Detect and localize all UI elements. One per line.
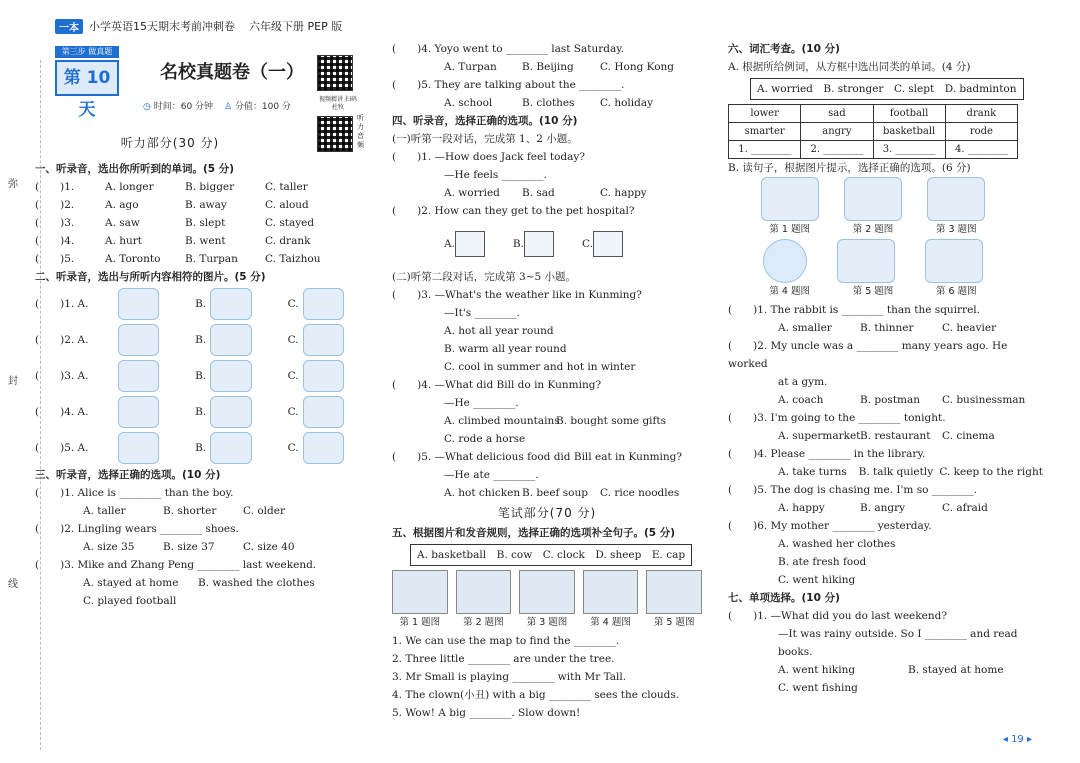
text-segment: ( )2. My uncle was a ________ many years ago. He worked	[728, 340, 1008, 370]
question-row	[35, 178, 380, 196]
word-bank-box: A. basketball B. cow C. clock D. sheep E. cap	[410, 544, 692, 566]
text-segment: A. supermarket	[778, 430, 861, 442]
fill-sentence: 3. Mr Small is playing ________ with Mr Tall.	[392, 671, 627, 683]
section-4-sub2: (二)听第二段对话，完成第 3~5 小题。	[392, 271, 577, 283]
map-a-icon	[455, 231, 485, 257]
text-segment: A. stayed at home	[83, 577, 179, 589]
text-segment: —He ate ________.	[444, 469, 539, 481]
paper-meta	[143, 98, 291, 116]
text-segment: 第 6 题图	[936, 286, 977, 297]
hint-pictures-row2	[748, 239, 998, 283]
text-segment: B. washed the clothes	[198, 577, 315, 589]
text-segment: B. clothes	[522, 97, 575, 109]
text-segment: ( )4. Please ________ in the library.	[728, 448, 926, 460]
text-segment: ( )2. A.	[35, 334, 89, 346]
text-segment: B.	[195, 298, 207, 310]
text-segment: sad	[801, 105, 873, 123]
text-segment: C. older	[243, 505, 285, 517]
text-segment: B. bigger	[185, 181, 235, 193]
text-segment: 第 3 题图	[526, 617, 568, 628]
text-segment: B. angry	[860, 502, 906, 514]
text-segment: B. went	[185, 235, 226, 247]
kite-picture-icon	[118, 288, 159, 320]
edition-label: 六年级下册 PEP 版	[249, 20, 343, 33]
section-6-subA: A. 根据所给例词，从方框中选出同类的单词。(4 分)	[728, 61, 971, 73]
text-segment: A. washed her clothes	[778, 538, 896, 550]
section-6-subB: B. 读句子，根据图片提示，选择正确的选项。(6 分)	[728, 162, 971, 174]
text-segment: A. longer	[105, 181, 154, 193]
text-segment: ( )5.	[35, 253, 75, 265]
text-segment: ( )3. Mike and Zhang Peng ________ last weekend.	[35, 559, 317, 571]
question-text: ( )5. —What delicious food did Bill eat in Kunming?	[392, 451, 683, 463]
margin-label: 线	[8, 579, 18, 590]
text-segment: B. Beijing	[522, 61, 574, 73]
fill-sentence: 2. Three little ________ are under the tree.	[392, 653, 615, 665]
section-3-list	[35, 484, 380, 610]
text-segment: A. happy	[778, 502, 825, 514]
section-2-list	[35, 286, 380, 466]
text-segment: smarter	[729, 123, 801, 141]
text-segment: B. thinner	[860, 322, 914, 334]
column-left	[35, 40, 380, 610]
text-segment: A. ago	[105, 199, 139, 211]
day-badge-area	[35, 40, 380, 120]
text-segment: 第 3 题图	[936, 224, 977, 235]
text-segment: C. aloud	[265, 199, 309, 211]
text-segment: A. went hiking	[778, 664, 856, 676]
text-segment: football	[873, 105, 945, 123]
audio-qr-label: 听力音频	[357, 114, 364, 149]
text-segment[interactable]: 3. ________	[873, 141, 945, 159]
options-row	[392, 94, 702, 112]
swimming-picture-icon	[210, 288, 251, 320]
text-segment: C. played football	[83, 595, 177, 607]
text-segment: A. worried	[444, 187, 500, 199]
car-scene-icon	[646, 570, 702, 614]
skiing-picture-icon	[118, 432, 159, 464]
text-segment: B. restaurant	[860, 430, 931, 442]
text-segment: A. saw	[105, 217, 140, 229]
map-scene-icon	[392, 570, 448, 614]
answer-stem: —He feels ________.	[444, 169, 547, 181]
section-6-title: 六、词汇考查。(10 分)	[728, 43, 840, 55]
text-segment: C.	[287, 298, 299, 310]
text-segment: B. warm all year round	[444, 343, 567, 355]
text-segment: ( )3.	[35, 217, 75, 229]
text-segment: ( )2. Lingling wears ________ shoes.	[35, 523, 239, 535]
text-segment: ( )1. A.	[35, 298, 89, 310]
text-segment: ( )4. A.	[35, 406, 89, 418]
text-segment: ( )5. The dog is chasing me. I'm so ________.	[728, 484, 978, 496]
text-segment: B. size 37	[163, 541, 215, 553]
margin-label: 封	[8, 376, 18, 387]
step-badge: 第三步 做真题	[55, 46, 119, 58]
text-segment: B. Turpan	[185, 253, 238, 265]
text-segment: A. Toronto	[105, 253, 161, 265]
text-segment: C. taller	[265, 181, 308, 193]
text-segment: ( )1. —What did you do last weekend?	[728, 610, 947, 622]
question-text: ( )1. —How does Jack feel today?	[392, 151, 585, 163]
coach-man-icon	[844, 177, 902, 221]
text-segment: C. cool in summer and hot in winter	[444, 361, 636, 373]
text-segment: B.	[195, 406, 207, 418]
audio-qr-code-icon	[317, 116, 353, 152]
text-segment: drank	[945, 105, 1017, 123]
picture-row	[392, 570, 702, 614]
options-row	[392, 184, 702, 202]
page-number: ◂ 19 ▸	[1002, 734, 1032, 745]
text-segment: ( )4.	[35, 235, 75, 247]
text-segment: A. take turns	[778, 466, 847, 478]
text-segment: A. Turpan	[444, 61, 497, 73]
text-segment: B. beef soup	[522, 487, 588, 499]
time-limit: 时间：60 分钟	[153, 102, 214, 112]
seesaw-animals-icon	[761, 177, 819, 221]
text-segment: 第 2 题图	[463, 617, 504, 628]
text-segment: A. school	[444, 97, 493, 109]
ice-skating-picture-icon	[303, 432, 344, 464]
washing-clothes-icon	[925, 239, 983, 283]
question-row	[35, 196, 380, 214]
text-segment: 第 1 题图	[399, 617, 441, 628]
question-row	[35, 250, 380, 268]
question-text: ( )2. How can they get to the pet hospital?	[392, 205, 635, 217]
section-1-list	[35, 178, 380, 268]
text-segment: 第 1 题图	[769, 224, 810, 235]
text-segment: A. hot chicken	[444, 487, 521, 499]
section-7-title: 七、单项选择。(10 分)	[728, 592, 840, 604]
clock-icon: ◷	[143, 102, 151, 112]
text-segment: angry	[801, 123, 873, 141]
text-segment: B. ate fresh food	[778, 556, 867, 568]
text-segment: C. size 40	[243, 541, 295, 553]
text-segment: A.	[444, 238, 455, 250]
text-segment: C. businessman	[942, 394, 1026, 406]
sleeping-picture-icon	[303, 324, 344, 356]
text-segment: C. keep to the right	[939, 466, 1043, 478]
clown-scene-icon	[583, 570, 639, 614]
picture-question	[35, 322, 380, 358]
question-row	[35, 232, 380, 250]
text-segment: —He ________.	[444, 397, 519, 409]
map-options-row	[392, 220, 702, 268]
quiet-sign-icon	[763, 239, 807, 283]
text-segment: C. holiday	[600, 97, 654, 109]
text-segment: B. away	[185, 199, 227, 211]
text-segment: —It was rainy outside. So I ________ and read books.	[778, 628, 1018, 658]
text-segment: B.	[195, 334, 207, 346]
text-segment: ( )2.	[35, 199, 75, 211]
text-segment: B.	[512, 238, 524, 250]
fill-sentence: 4. The clown(小丑) with a big ________ sees the clouds.	[392, 689, 680, 701]
text-segment: ( )1.	[35, 181, 75, 193]
supermarket-cart-icon	[927, 177, 985, 221]
running-picture-icon	[303, 288, 344, 320]
map-c-icon	[593, 231, 623, 257]
text-segment: C. heavier	[942, 322, 997, 334]
text-segment: 第 2 题图	[852, 224, 894, 235]
picture-question	[35, 358, 380, 394]
question-text: ( )4. —What did Bill do in Kunming?	[392, 379, 602, 391]
section-2-title: 二、听录音，选出与所听内容相符的图片。(5 分)	[35, 271, 266, 283]
text-segment: B. slept	[185, 217, 226, 229]
text-segment[interactable]: 1. ________	[729, 141, 801, 159]
fill-sentence: 5. Wow! A big ________. Slow down!	[392, 707, 581, 719]
day-badge: 第 10 天	[55, 60, 119, 96]
text-segment: basketball	[873, 123, 945, 141]
text-segment: ( )6. My mother ________ yesterday.	[728, 520, 932, 532]
section-4-title: 四、听录音，选择正确的选项。(10 分)	[392, 115, 578, 127]
category-table	[728, 104, 1018, 159]
score-total: 分值：100 分	[234, 102, 291, 112]
text-segment: 第 5 题图	[852, 286, 894, 297]
sheep-scene-icon	[456, 570, 512, 614]
camping-picture-icon	[118, 396, 159, 428]
picture-question	[35, 286, 380, 322]
text-segment: B. sad	[522, 187, 555, 199]
text-segment: B. stayed at home	[908, 664, 1004, 676]
text-segment: C. went hiking	[778, 574, 856, 586]
text-segment: A. hot all year round	[444, 325, 554, 337]
text-segment: C. stayed	[265, 217, 315, 229]
text-segment: C. Taizhou	[265, 253, 321, 265]
text-segment: C.	[287, 442, 299, 454]
text-segment: 第 4 题图	[769, 286, 810, 297]
written-part-title: 笔试部分(70 分)	[497, 506, 597, 520]
text-segment: B. talk quietly	[858, 466, 934, 478]
text-segment: ( )3. A.	[35, 370, 89, 382]
text-segment: ( )5. A.	[35, 442, 89, 454]
section-1-title: 一、听录音，选出你所听到的单词。(5 分)	[35, 163, 235, 175]
sofa-picture-icon	[210, 324, 251, 356]
dog-chasing-icon	[837, 239, 895, 283]
column-right	[728, 40, 1043, 697]
text-segment: rode	[945, 123, 1017, 141]
text-segment: C.	[287, 334, 299, 346]
text-segment: C. rode a horse	[444, 433, 526, 445]
fishing-picture-icon	[210, 396, 251, 428]
text-segment: B.	[195, 442, 207, 454]
fill-sentence: 1. We can use the map to find the ________.	[392, 635, 620, 647]
text-segment: B. postman	[860, 394, 921, 406]
text-segment: C. cinema	[942, 430, 995, 442]
text-segment: A. size 35	[83, 541, 135, 553]
text-segment: C. happy	[600, 187, 647, 199]
hint-pictures-row1	[748, 177, 998, 221]
twins-picture-icon	[118, 360, 159, 392]
brand-logo: 一本	[55, 19, 83, 34]
text-segment: ( )3. I'm going to the ________ tonight.	[728, 412, 946, 424]
question-text: ( )4. Yoyo went to ________ last Saturday.	[392, 43, 625, 55]
listening-part-title: 听力部分(30 分)	[120, 136, 220, 150]
word-choice-box: A. worried B. stronger C. slept D. badminton	[750, 78, 1024, 100]
question-row	[35, 214, 380, 232]
qr-code-icon	[317, 55, 353, 91]
text-segment: A. hurt	[105, 235, 143, 247]
text-segment: 19	[1011, 734, 1024, 745]
section-3-title: 三、听录音，选择正确的选项。(10 分)	[35, 469, 221, 481]
text-segment: lower	[729, 105, 801, 123]
twins-picture-icon	[210, 360, 251, 392]
margin-label: 弥	[8, 179, 18, 190]
text-segment: C. afraid	[942, 502, 988, 514]
person-icon: ♙	[223, 102, 233, 112]
text-segment[interactable]: 4. ________	[945, 141, 1017, 159]
column-middle	[392, 40, 702, 722]
text-segment: C.	[287, 406, 299, 418]
text-segment: A. smaller	[778, 322, 832, 334]
question-text: ( )5. They are talking about the ________.	[392, 79, 625, 91]
paper-title: 名校真题卷（一）	[160, 62, 304, 83]
text-segment: 第 5 题图	[653, 617, 695, 628]
text-segment: —It's ________.	[444, 307, 520, 319]
text-segment: C. went fishing	[778, 682, 858, 694]
text-segment: A. taller	[83, 505, 126, 517]
top-header	[55, 18, 342, 34]
qr-note: 视频精讲 扫码杜牧	[319, 96, 357, 111]
cycling-picture-icon	[210, 432, 251, 464]
picture-question	[35, 430, 380, 466]
text-segment: B.	[195, 370, 207, 382]
text-segment: ( )1. Alice is ________ than the boy.	[35, 487, 234, 499]
twins-picture-icon	[303, 360, 344, 392]
picture-captions	[392, 614, 702, 632]
section-5-title: 五、根据图片和发音规则，选择正确的选项补全句子。(5 分)	[392, 527, 676, 539]
headphones-picture-icon	[118, 324, 159, 356]
basketball-scene-icon	[519, 570, 575, 614]
options-row	[392, 58, 702, 76]
text-segment: A. coach	[778, 394, 824, 406]
text-segment: B. shorter	[163, 505, 217, 517]
text-segment: C.	[287, 370, 299, 382]
text-segment: ( )1. The rabbit is ________ than the squirrel.	[728, 304, 980, 316]
question-text: ( )3. —What's the weather like in Kunming?	[392, 289, 642, 301]
text-segment: C.	[581, 238, 593, 250]
text-segment: 第 4 题图	[590, 617, 631, 628]
text-segment[interactable]: 2. ________	[801, 141, 873, 159]
picture-question	[35, 394, 380, 430]
horse-riding-picture-icon	[303, 396, 344, 428]
text-segment: A. climbed mountains	[444, 415, 560, 427]
map-b-icon	[524, 231, 554, 257]
text-segment: C. Hong Kong	[600, 61, 675, 73]
book-title: 小学英语15天期末考前冲刺卷	[89, 20, 235, 33]
text-segment: C. rice noodles	[600, 487, 680, 499]
text-segment: B. bought some gifts	[556, 415, 667, 427]
text-segment: at a gym.	[778, 376, 828, 388]
section-4-sub1: (一)听第一段对话，完成第 1、2 小题。	[392, 133, 578, 145]
text-segment: C. drank	[265, 235, 311, 247]
